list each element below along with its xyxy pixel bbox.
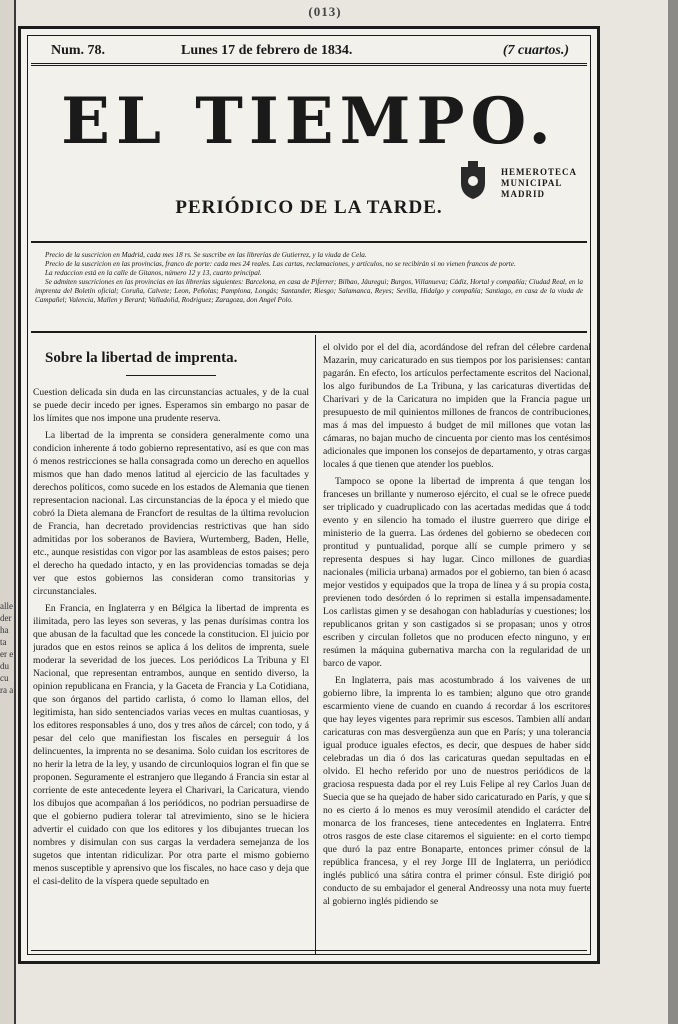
stamp-text: HEMEROTECA MUNICIPAL MADRID: [501, 167, 577, 199]
issue-date: Lunes 17 de febrero de 1834.: [181, 43, 353, 58]
masthead-subtitle: PERIÓDICO DE LA TARDE.: [175, 197, 443, 218]
bottom-rule: [31, 950, 587, 955]
article-paragraph: En Francia, en Inglaterra y en Bélgica la libertad de imprenta es ilimitada, pero las leyes son severas, y las penas durísimas contra los que abusan de la facultad que les concede la constitucion. El juicio por jurados que en estos reinos se aplica á los delitos de imprenta, suele moderar la severidad de los jueces. Los periódicos La Tribuna y El Nacional, que representan entrambos, aunque en sentido diverso, la opinion republicana en Francia, y la Gaceta de Francia y La Cotidiana, que son órganos del partido carlista, ó como lo llaman ellos, del legitimista, han sido sentenciados varias veces en multas cuantiosas, y los editores responsables á uno, dos y tres años de cárcel; con todo, y á pesar del celo que manifiestan los fiscales en perseguir á los delincuentes, la imprenta no se desanima. Solo cuidan los escritores de no herir la letra de la ley, y usando de circunloquios logran el fin que se proponen. Seguramente el estranjero que llegando á Francia sin estar al corriente de este antecedente leyera el Charivari, la Caricatura, viendo los dibujos que acompañan á los periódicos, no podrian persuadirse de que el gobierno pudiera tolerar tal atrevimiento, sino se le hiciera advertir el cuidado con que los editores y los dibujantes truecan los nombres y disimulan con sus cargas la verdadera semejanza de los sugetos que intentan ridiculizar. Por otra parte el mismo gobierno menos susceptible y aprensivo que los fiscales, no hace caso y deja que el casi-delito de la víspera quede sepultado en: [33, 603, 309, 887]
page-number: (013): [308, 4, 342, 19]
subscription-divider: [31, 331, 587, 333]
column-divider: [315, 335, 316, 955]
subscription-line: Precio de la suscricion en Madrid, cada mes 18 rs. Se suscribe en las librerías de Gutierrez, y la viuda de Cela.: [45, 251, 367, 259]
issue-number: Num. 78.: [51, 43, 106, 58]
article-paragraph: Cuestion delicada sin duda en las circunstancias actuales, y de la cual se puede decir incedo per ignes. Esperamos sin embargo no pasar de los límites que nos impone una prudente reserva.: [33, 387, 309, 424]
article-column-left: [33, 341, 309, 955]
subscription-line: Se admiten suscriciones en las provincias en las librerías siguientes: Barcelona, en casa de Piferrer; Bilbao, Jáuregui; Burgos, Villanueva; Cádiz, Hortal y compañía; Ciudad Real, en la imprenta del Boletín oficial; Coruña, Calvete; Leon, Peñolas; Pamplona, Longás; Santander, Riesgo; Salamanca, Reyes; Sevilla, Hidalgo y compañía; Santiago, en casa de la viuda de Campañel; Valencia, Mallen y Berard; Valladolid, Rodriguez; Zaragoza, don Angel Polo.: [35, 278, 583, 304]
dateline: [31, 41, 587, 66]
subscription-line: La redaccion está en la calle de Gitanos, número 12 y 13, cuarto principal.: [45, 269, 262, 277]
article-column-right: [323, 341, 591, 955]
article-title: Sobre la libertad de imprenta.: [45, 350, 238, 366]
subscription-line: Precio de la suscricion en las provincias, franco de porte: cada mes 24 reales. Las cartas, reclamaciones, y artículos, no se recibirán si no vienen francos de porte.: [45, 260, 516, 268]
newspaper-page: [18, 26, 600, 964]
article-paragraph: La libertad de la imprenta se considera generalmente como una condicion inherente á todo gobierno representativo, así es que con mas ó menos restricciones se halla consagrada como un derecho en aquellos mismos que han dado menos latitud al ejercicio de las facultades y derechos políticos, como sucede en los estados de Alemania que tienen representacion nacional. Las circunstancias de la época y el miedo que cobró la Dieta alemana de Francfort de resultas de la última revolucion de Francia, han decretado providencias restrictivas que han sido admitidas por los soberanos de Baviera, Wurtemberg, Baden, Helle, etc., aunque resistidas con vigor por las asambleas de estos paises; pero el derecho ha quedado intacto, y en las providencias tomadas se deja ver que estos gobiernos las consideran como transitorias y circunstanciales.: [33, 430, 309, 597]
issue-price: (7 cuartos.): [502, 43, 569, 58]
scan-edge-right: [668, 0, 678, 1024]
subscription-info: [35, 251, 583, 333]
title-rule: [126, 375, 216, 376]
header-divider: [31, 241, 587, 243]
coat-of-arms-icon: [455, 161, 491, 201]
article-paragraph: el olvido por el del dia, acordándose del refran del célebre cardenal Mazarin, muy caricaturado en sus tiempos por los parisienses: cantan pagarán. En efecto, los artículos perfectamente escritos del Nacional, los algo furibundos de La Tribuna, y las caricaturas divertidas del Charivari y de la Caricatura no impiden que la Francia pague un presupuesto de mil quinientos millones de francos de contribuciones, mas á mas del impuesto á budget de mil millones que votan las cámaras, no bajan mucho de cincuenta por ciento mas los centésimos adicionales que imponen los consejos de departamento, y otras cargas locales á que tienen que atender los pueblos.: [323, 342, 591, 470]
article-paragraph: En Inglaterra, pais mas acostumbrado á los vaivenes de un gobierno libre, la imprenta lo es tambien; alguno que otro grande escarmiento viene de cuando en cuando á recordar á los escritores que hay leyes vigentes para reprimir sus escesos. Tambien allí andan caricaturas con mas desvergüenza aun que en París; y una tolerancia igual produce iguales efectos, es decir, que despues de haber sido celebradas un dia ó dos las caricaturas quedan sepultadas en el olvido. El hecho referido por uno de nuestros periódicos de la graciosa respuesta dada por el rey Luis Felipe al rey Carlos Juan de Suecia que se ha quejado de haber sido caricaturado en París, y que si no es cierto á lo menos es muy verosímil atendido el carácter del monarca de los franceses, tiene antecedentes en Inglaterra. Entre otros rasgos de este clase citaremos el siguiente: en el corto tiempo que duró la paz entre Bonaparte, entonces primer cónsul de la república francesa, y el rey Jorge III de Inglaterra, un periódico inglés publicó una sátira contra el primer cónsul. Este dirigió por conducto de su embajador el general Andreossy una nota muy fuerte al gobierno inglés pidiendo se: [323, 675, 591, 907]
article-paragraph: Tampoco se opone la libertad de imprenta á que tengan los franceses un brillante y numeroso ejército, el cual se le ofrece puede ser triplicado y cuadruplicado con las acertadas medidas que á todo evento y en silencio ha tomado el ilustre guerrero que dirige el ministerio de la guerra. Las órdenes del gobierno se obedecen con prontitud y puntualidad, porque allí se cumple primero y se representa despues si hay lugar. Cinco millones de guardias nacionales (milicia urbana) armados por el gobierno, tan bien ó acaso mejor vestidos y equipados que la tropa de línea y á su propia costa, previenen todo desórden ó lo reprimen si estalla impensadamente. Los carlistas gimen y se desahogan con habladurías y cuestiones; los republicanos gritan y son castigados si se propasan; unos y otros escriben y circulan folletos que no producen efecto ninguno, y en resúmen la máquina gubernativa marcha con la regularidad de un barco de vapor.: [323, 476, 591, 669]
previous-page-fragments: alle der ha ta er e du cu ra a: [0, 601, 14, 695]
masthead-title: EL TIEMPO.: [61, 84, 557, 159]
